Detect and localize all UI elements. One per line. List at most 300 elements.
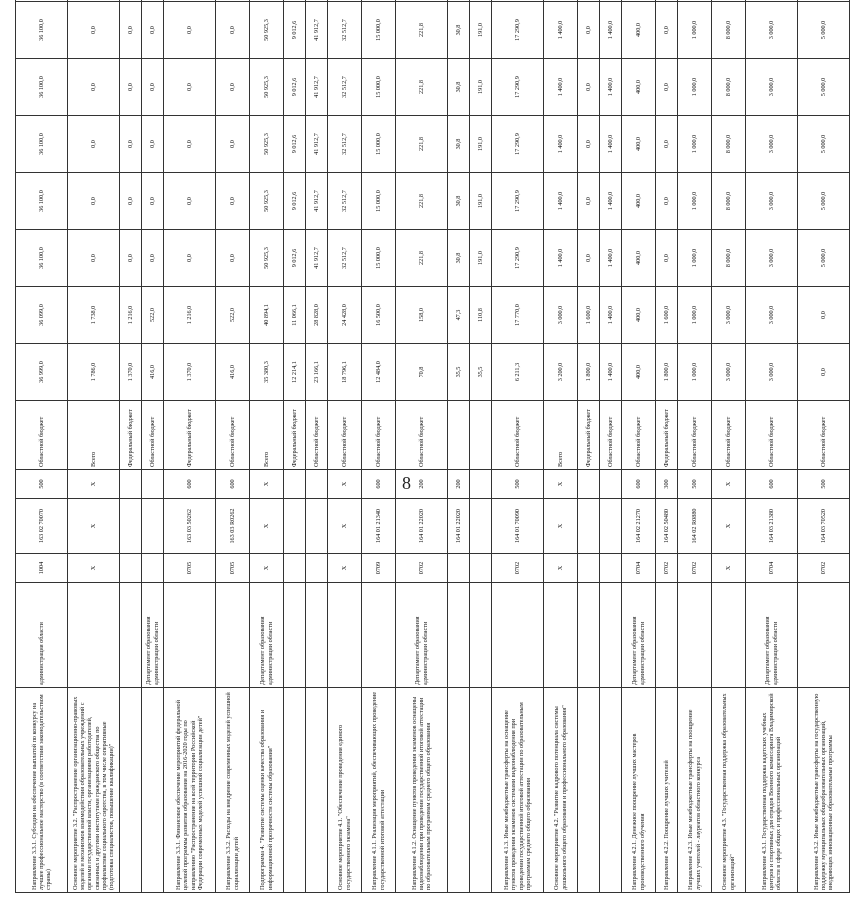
year-value-cell: 110,8 [470,287,492,344]
grbs-code-cell: 0704 [622,554,656,583]
grbs-code-cell: 0702 [798,554,850,583]
year-value-cell: 416,0 [216,344,250,401]
expense-type-cell: X [544,470,578,499]
row-name-cell: Направление 4.3.2. Иные межбюджетные трансферты на государственную поддержку муниципальных общеобразовательных организаций, внедряющих инновационные образовательные программы [798,688,850,893]
grbs-code-cell: X [544,554,578,583]
year-value-cell: 41 912,7 [306,230,328,287]
target-article-cell: X [68,499,120,554]
expense-type-cell: 500 [492,470,544,499]
total-value-cell [68,0,120,2]
expense-type-cell: 500 [16,470,68,499]
year-value-cell: 0,0 [216,116,250,173]
year-value-cell: 0,0 [142,59,164,116]
target-article-cell: X [544,499,578,554]
year-value-cell: 3 000,0 [746,287,798,344]
funding-source-cell: Областной бюджет [600,401,622,470]
table-row [16,0,68,893]
year-value-cell: 11 066,1 [284,287,306,344]
year-value-cell: 17 290,9 [492,116,544,173]
year-value-cell: 3 200,0 [544,344,578,401]
year-value-cell: 0,0 [216,59,250,116]
year-value-cell: 1 400,0 [544,59,578,116]
year-value-cell: 15 000,0 [362,230,396,287]
executor-cell [68,583,120,688]
table-row [578,0,600,893]
year-value-cell: 400,0 [622,173,656,230]
year-value-cell: 191,0 [470,173,492,230]
target-article-cell: X [328,499,362,554]
funding-source-cell [448,401,470,470]
year-value-cell: 0,0 [578,2,600,59]
year-value-cell: 40 894,1 [250,287,284,344]
budget-table-sheet [15,8,835,893]
year-value-cell: 3 000,0 [746,230,798,287]
year-value-cell: 522,0 [142,287,164,344]
row-name-cell [600,688,622,893]
target-article-cell [120,499,142,554]
year-value-cell: 36 100,0 [16,173,68,230]
year-value-cell: 6 211,3 [492,344,544,401]
year-value-cell: 0,0 [578,230,600,287]
table-row [396,0,448,893]
funding-source-cell: Областной бюджет [328,401,362,470]
total-value-cell [396,0,448,2]
year-value-cell: 23 166,1 [306,344,328,401]
year-value-cell: 0,0 [68,116,120,173]
executor-cell [544,583,578,688]
year-value-cell: 0,0 [656,230,678,287]
funding-source-cell [470,401,492,470]
year-value-cell: 1 370,0 [164,344,216,401]
year-value-cell: 5 000,0 [798,116,850,173]
target-article-cell: 163 03 R0262 [216,499,250,554]
executor-cell [328,583,362,688]
total-value-cell [678,0,712,2]
page-number: 8 [402,473,411,493]
year-value-cell: 8 000,0 [712,59,746,116]
executor-cell: Департамент образования администрации области [746,583,798,688]
table-row [250,0,284,893]
year-value-cell: 35,5 [470,344,492,401]
year-value-cell: 0,0 [164,116,216,173]
year-value-cell: 1 400,0 [600,344,622,401]
table-row [712,0,746,893]
year-value-cell: 1 400,0 [544,173,578,230]
target-article-cell: 164 02 50480 [656,499,678,554]
year-value-cell: 191,0 [470,230,492,287]
year-value-cell: 30,8 [448,173,470,230]
year-value-cell: 191,0 [470,59,492,116]
year-value-cell: 1 000,0 [678,116,712,173]
year-value-cell: 1 000,0 [678,344,712,401]
year-value-cell: 5 000,0 [798,230,850,287]
total-value-cell [622,0,656,2]
target-article-cell: 164 02 21270 [622,499,656,554]
row-name-cell [578,688,600,893]
total-value-cell [656,0,678,2]
total-value-cell [712,0,746,2]
table-row [284,0,306,893]
total-value-cell [164,0,216,2]
expense-type-cell [578,470,600,499]
year-value-cell: 191,0 [470,2,492,59]
table-row [362,0,396,893]
budget-table [15,0,850,893]
row-name-cell: Направление 3.3.1. Финансовое обеспечение мероприятий федеральной целевой программы развития образования на 2016-2020 годы по направлению "Распространение на всей территории Российской Федерации современных моделей успешной социализации детей" [164,688,216,893]
year-value-cell: 0,0 [656,2,678,59]
year-value-cell: 1 370,0 [120,344,142,401]
executor-cell [578,583,600,688]
year-value-cell: 32 512,7 [328,116,362,173]
year-value-cell: 41 912,7 [306,173,328,230]
year-value-cell: 0,0 [578,173,600,230]
target-article-cell: 164 02 R0880 [678,499,712,554]
executor-cell: администрация области [16,583,68,688]
funding-source-cell: Всего [544,401,578,470]
table-row [448,0,470,893]
target-article-cell [284,499,306,554]
grbs-code-cell [284,554,306,583]
target-article-cell: X [250,499,284,554]
row-name-cell [284,688,306,893]
year-value-cell: 1 600,0 [656,287,678,344]
table-row [622,0,656,893]
year-value-cell: 18 796,1 [328,344,362,401]
year-value-cell: 12 214,1 [284,344,306,401]
year-value-cell: 1 738,0 [68,287,120,344]
year-value-cell: 41 912,7 [306,59,328,116]
executor-cell [678,583,712,688]
expense-type-cell: X [328,470,362,499]
total-value-cell [120,0,142,2]
grbs-code-cell [470,554,492,583]
table-row [656,0,678,893]
year-value-cell: 1 400,0 [544,116,578,173]
year-value-cell: 3 000,0 [746,116,798,173]
total-value-cell [216,0,250,2]
year-value-cell: 15 000,0 [362,116,396,173]
year-value-cell: 0,0 [120,230,142,287]
executor-cell [164,583,216,688]
funding-source-cell: Федеральный бюджет [578,401,600,470]
funding-source-cell: Областной бюджет [216,401,250,470]
expense-type-cell [120,470,142,499]
year-value-cell: 16 500,0 [362,287,396,344]
year-value-cell: 9 012,6 [284,2,306,59]
year-value-cell: 0,0 [68,2,120,59]
grbs-code-cell [142,554,164,583]
year-value-cell: 12 484,0 [362,344,396,401]
row-name-cell: Направление 3.3.1. Субсидии на обеспечение выплатой по конкурсу на лучшее профессиональное мастерство (в соответствии законодательством страны) [16,688,68,893]
target-article-cell [600,499,622,554]
expense-type-cell: 500 [678,470,712,499]
grbs-code-cell: 0702 [678,554,712,583]
year-value-cell: 0,0 [120,173,142,230]
year-value-cell: 41 912,7 [306,116,328,173]
total-value-cell [448,0,470,2]
year-value-cell: 28 828,0 [306,287,328,344]
year-value-cell: 9 012,6 [284,116,306,173]
table-row [470,0,492,893]
year-value-cell: 50 925,3 [250,2,284,59]
year-value-cell: 0,0 [578,59,600,116]
year-value-cell: 17 290,9 [492,59,544,116]
table-row [328,0,362,893]
expense-type-cell [600,470,622,499]
table-row [164,0,216,893]
funding-source-cell: Федеральный бюджет [164,401,216,470]
year-value-cell: 1 400,0 [600,116,622,173]
executor-cell [120,583,142,688]
expense-type-cell: X [68,470,120,499]
executor-cell [798,583,850,688]
executor-cell [216,583,250,688]
year-value-cell: 36 100,0 [16,2,68,59]
year-value-cell: 3 000,0 [712,287,746,344]
row-name-cell: Направление 3.3.2. Расходы на внедрение современных моделей успешной социализации детей [216,688,250,893]
year-value-cell: 1 000,0 [678,59,712,116]
table-row [600,0,622,893]
executor-cell: Департамент образования администрации области [250,583,284,688]
total-value-cell [492,0,544,2]
expense-type-cell: X [250,470,284,499]
table-row [142,0,164,893]
year-value-cell: 191,0 [470,116,492,173]
executor-cell: Департамент образования администрации области [142,583,164,688]
table-row [544,0,578,893]
row-name-cell: Направление 4.2.1. Денежное поощрение лучших мастеров производственного обучения [622,688,656,893]
year-value-cell: 1 216,0 [120,287,142,344]
expense-type-cell [142,470,164,499]
year-value-cell: 8 000,0 [712,116,746,173]
year-value-cell: 0,0 [68,173,120,230]
year-value-cell: 1 400,0 [544,2,578,59]
executor-cell [284,583,306,688]
year-value-cell: 5 000,0 [798,2,850,59]
year-value-cell: 1 000,0 [678,287,712,344]
table-row [678,0,712,893]
table-row [798,0,850,893]
expense-type-cell [470,470,492,499]
row-name-cell [306,688,328,893]
target-article-cell: 164 03 70520 [798,499,850,554]
table-row [492,0,544,893]
table-row [120,0,142,893]
year-value-cell: 0,0 [164,230,216,287]
year-value-cell: 1 000,0 [678,230,712,287]
year-value-cell: 1 800,0 [656,344,678,401]
total-value-cell [544,0,578,2]
year-value-cell: 400,0 [622,2,656,59]
table-row [306,0,328,893]
year-value-cell: 0,0 [142,173,164,230]
year-value-cell: 0,0 [216,2,250,59]
year-value-cell: 8 000,0 [712,2,746,59]
year-value-cell: 47,3 [448,287,470,344]
funding-source-cell: Всего [250,401,284,470]
total-value-cell [142,0,164,2]
total-value-cell [328,0,362,2]
year-value-cell: 1 786,0 [68,344,120,401]
row-name-cell [448,688,470,893]
funding-source-cell: Федеральный бюджет [284,401,306,470]
year-value-cell: 15 000,0 [362,2,396,59]
total-value-cell [306,0,328,2]
year-value-cell: 0,0 [578,116,600,173]
row-name-cell [470,688,492,893]
expense-type-cell: 600 [362,470,396,499]
year-value-cell: 3 000,0 [544,287,578,344]
year-value-cell: 50 925,3 [250,173,284,230]
year-value-cell: 400,0 [622,116,656,173]
expense-type-cell [284,470,306,499]
year-value-cell: 30,8 [448,230,470,287]
row-name-cell: Направление 4.3.1. Государственная поддержка кадетских учебных центров и спортивных для отрядов Военного комиссариата Владимирской области в сфере общих и профессиональных организаций [746,688,798,893]
grbs-code-cell: X [68,554,120,583]
year-value-cell: 41 912,7 [306,2,328,59]
year-value-cell: 1 600,0 [578,287,600,344]
total-value-cell [578,0,600,2]
year-value-cell: 0,0 [120,2,142,59]
year-value-cell: 30,8 [448,116,470,173]
year-value-cell: 35,5 [448,344,470,401]
grbs-code-cell: X [328,554,362,583]
grbs-code-cell: 0702 [396,554,448,583]
year-value-cell: 1 400,0 [600,230,622,287]
total-value-cell [362,0,396,2]
row-name-cell [120,688,142,893]
year-value-cell: 3 000,0 [746,173,798,230]
year-value-cell: 0,0 [142,230,164,287]
target-article-cell: 164 01 70090 [492,499,544,554]
year-value-cell: 17 290,9 [492,173,544,230]
target-article-cell: 163 02 70070 [16,499,68,554]
target-article-cell [142,499,164,554]
year-value-cell: 400,0 [622,230,656,287]
grbs-code-cell [578,554,600,583]
total-value-cell [798,0,850,2]
year-value-cell: 3 000,0 [746,344,798,401]
year-value-cell: 1 000,0 [678,173,712,230]
year-value-cell: 32 512,7 [328,230,362,287]
row-name-cell: Основное мероприятие 3.2. "Распространение организационно-правовых моделей и механизмов взаимодействия образовательных учреждений с органами государственной власти, организациями работодателей, связанных и другими институтами гражданского общества по профилактике социального сиротства, в том числе оперативные (подготовка специалистов, повышение квалификации)" [68,688,120,893]
target-article-cell: 164 01 22020 [396,499,448,554]
year-value-cell: 0,0 [142,2,164,59]
year-value-cell: 1 400,0 [600,59,622,116]
expense-type-cell: 200 [396,470,448,499]
year-value-cell: 1 400,0 [600,173,622,230]
year-value-cell: 30,8 [448,2,470,59]
target-article-cell [578,499,600,554]
year-value-cell: 32 512,7 [328,173,362,230]
funding-source-cell: Областной бюджет [142,401,164,470]
grbs-code-cell: 0709 [362,554,396,583]
year-value-cell: 0,0 [68,230,120,287]
year-value-cell: 17 770,0 [492,287,544,344]
funding-source-cell: Областной бюджет [396,401,448,470]
year-value-cell: 36 100,0 [16,116,68,173]
funding-source-cell: Федеральный бюджет [656,401,678,470]
year-value-cell: 400,0 [622,287,656,344]
grbs-code-cell [306,554,328,583]
year-value-cell: 17 290,9 [492,230,544,287]
year-value-cell: 9 012,6 [284,173,306,230]
year-value-cell: 221,8 [396,2,448,59]
expense-type-cell [306,470,328,499]
grbs-code-cell: 0702 [492,554,544,583]
year-value-cell: 24 428,0 [328,287,362,344]
year-value-cell: 32 512,7 [328,59,362,116]
year-value-cell: 400,0 [622,344,656,401]
year-value-cell: 400,0 [622,59,656,116]
year-value-cell: 1 800,0 [578,344,600,401]
total-value-cell [746,0,798,2]
table-row [68,0,120,893]
executor-cell: Департамент образования администрации области [622,583,656,688]
year-value-cell: 0,0 [656,116,678,173]
executor-cell [492,583,544,688]
target-article-cell: 163 03 50262 [164,499,216,554]
year-value-cell: 8 000,0 [712,173,746,230]
target-article-cell [306,499,328,554]
year-value-cell: 0,0 [68,59,120,116]
executor-cell [470,583,492,688]
year-value-cell: 221,8 [396,230,448,287]
executor-cell [656,583,678,688]
year-value-cell: 0,0 [798,287,850,344]
row-name-cell: Направление 4.1.3. Иные межбюджетные трансферты на оснащение пунктов проведения экзаменов системами видеонаблюдения при проведении государственной итоговой аттестации по образовательным программам среднего общего образования [492,688,544,893]
funding-source-cell: Областной бюджет [492,401,544,470]
executor-cell [712,583,746,688]
funding-source-cell: Областной бюджет [798,401,850,470]
expense-type-cell: 500 [798,470,850,499]
year-value-cell: 221,8 [396,173,448,230]
year-value-cell: 36 999,0 [16,344,68,401]
funding-source-cell: Всего [68,401,120,470]
expense-type-cell: 600 [216,470,250,499]
row-name-cell: Направление 4.1.2. Оснащение пунктов проведения экзаменов оснащены видеонаблюдения при проведении государственной итоговой аттестации по образовательным программам среднего общего образования [396,688,448,893]
year-value-cell: 9 012,6 [284,230,306,287]
target-article-cell: 164 01 21340 [362,499,396,554]
year-value-cell: 50 925,3 [250,59,284,116]
year-value-cell: 158,0 [396,287,448,344]
executor-cell [448,583,470,688]
grbs-code-cell [120,554,142,583]
year-value-cell: 17 290,9 [492,2,544,59]
row-name-cell: Направление 4.1.1. Реализация мероприятий, обеспечивающих проведение государственной итоговой аттестации [362,688,396,893]
target-article-cell: 164 01 22020 [448,499,470,554]
year-value-cell: 0,0 [164,173,216,230]
executor-cell [362,583,396,688]
year-value-cell: 0,0 [656,173,678,230]
year-value-cell: 1 400,0 [600,2,622,59]
year-value-cell: 8 000,0 [712,230,746,287]
year-value-cell: 36 100,0 [16,59,68,116]
year-value-cell: 32 512,7 [328,2,362,59]
year-value-cell: 70,8 [396,344,448,401]
funding-source-cell: Областной бюджет [746,401,798,470]
grbs-code-cell: 0702 [656,554,678,583]
expense-type-cell: 600 [746,470,798,499]
executor-cell [306,583,328,688]
grbs-code-cell [448,554,470,583]
expense-type-cell: X [712,470,746,499]
expense-type-cell: 600 [164,470,216,499]
year-value-cell: 15 000,0 [362,173,396,230]
year-value-cell: 1 216,0 [164,287,216,344]
row-name-cell [142,688,164,893]
year-value-cell: 0,0 [798,344,850,401]
